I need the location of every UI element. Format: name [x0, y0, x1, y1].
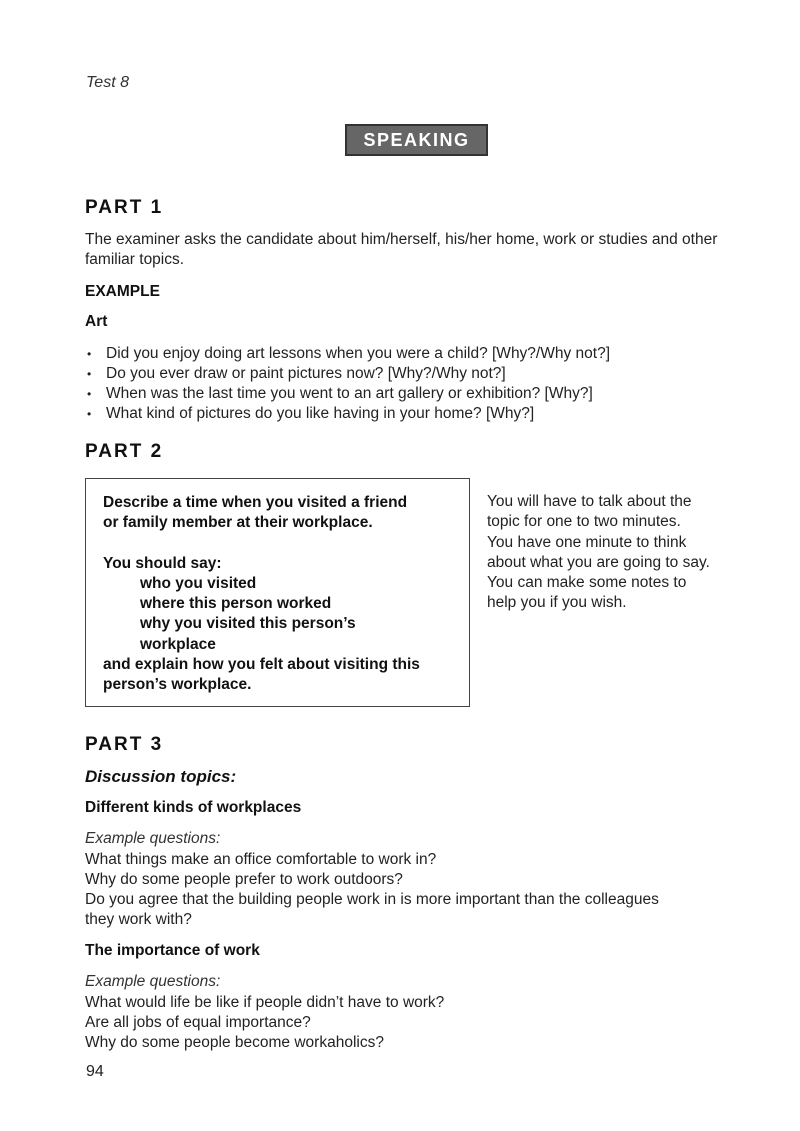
- page-number: 94: [86, 1063, 104, 1080]
- list-item: • What kind of pictures do you like having in your home? [Why?]: [85, 404, 765, 424]
- part2-instructions: [487, 492, 747, 614]
- cue-card-closing: and explain how you felt about visiting this: [103, 656, 420, 674]
- instruction-line: You will have to talk about the: [487, 493, 692, 510]
- part1-title: PART 1: [85, 197, 164, 218]
- topic1-example-label: Example questions:: [85, 830, 221, 847]
- cue-card-point: workplace: [140, 635, 216, 653]
- list-item: Why do some people prefer to work outdoors?: [85, 871, 403, 888]
- part1-question-list: [85, 344, 765, 424]
- cue-card-point: who you visited: [140, 574, 257, 592]
- list-item: they work with?: [85, 911, 192, 928]
- topic2-questions: [85, 993, 775, 1053]
- cue-card-line: Describe a time when you visited a friend: [103, 494, 408, 511]
- list-item: • Do you ever draw or paint pictures now? [Why?/Why not?]: [85, 364, 765, 384]
- instruction-line: You have one minute to think: [487, 533, 687, 551]
- instruction-line: topic for one to two minutes.: [487, 513, 681, 531]
- discussion-label: Discussion topics:: [85, 767, 237, 786]
- part3-title: PART 3: [85, 734, 164, 755]
- list-item: Do you agree that the building people work in is more important than the colleagues: [85, 891, 659, 908]
- topic2-title: The importance of work: [85, 942, 260, 959]
- instruction-line: help you if you wish.: [487, 594, 627, 612]
- instruction-line: You can make some notes to: [487, 574, 687, 592]
- list-item: • When was the last time you went to an art gallery or exhibition? [Why?]: [85, 384, 765, 404]
- cue-card-should-say: You should say:: [103, 554, 222, 572]
- part1-topic: Art: [85, 313, 108, 330]
- section-banner-speaking: SPEAKING: [345, 124, 488, 156]
- cue-card-point: where this person worked: [140, 595, 332, 613]
- cue-card-line: or family member at their workplace.: [103, 514, 373, 532]
- part1-intro: The examiner asks the candidate about him/herself, his/her home, work or studies and other familiar topics.: [85, 231, 718, 268]
- list-item: What would life be like if people didn’t have to work?: [85, 994, 445, 1011]
- cue-card: [85, 478, 470, 707]
- list-item: Why do some people become workaholics?: [85, 1034, 384, 1051]
- topic1-questions: [85, 850, 775, 930]
- cue-card-closing: person’s workplace.: [103, 676, 252, 694]
- topic1-title: Different kinds of workplaces: [85, 799, 302, 816]
- list-item: What things make an office comfortable to work in?: [85, 851, 437, 868]
- instruction-line: about what you are going to say.: [487, 553, 710, 571]
- cue-card-point: why you visited this person’s: [140, 615, 356, 633]
- list-item: • Did you enjoy doing art lessons when you were a child? [Why?/Why not?]: [85, 344, 765, 364]
- list-item: Are all jobs of equal importance?: [85, 1014, 311, 1031]
- test-label: Test 8: [86, 74, 129, 91]
- part2-title: PART 2: [85, 441, 164, 462]
- part1-example-label: EXAMPLE: [85, 283, 160, 300]
- topic2-example-label: Example questions:: [85, 973, 221, 990]
